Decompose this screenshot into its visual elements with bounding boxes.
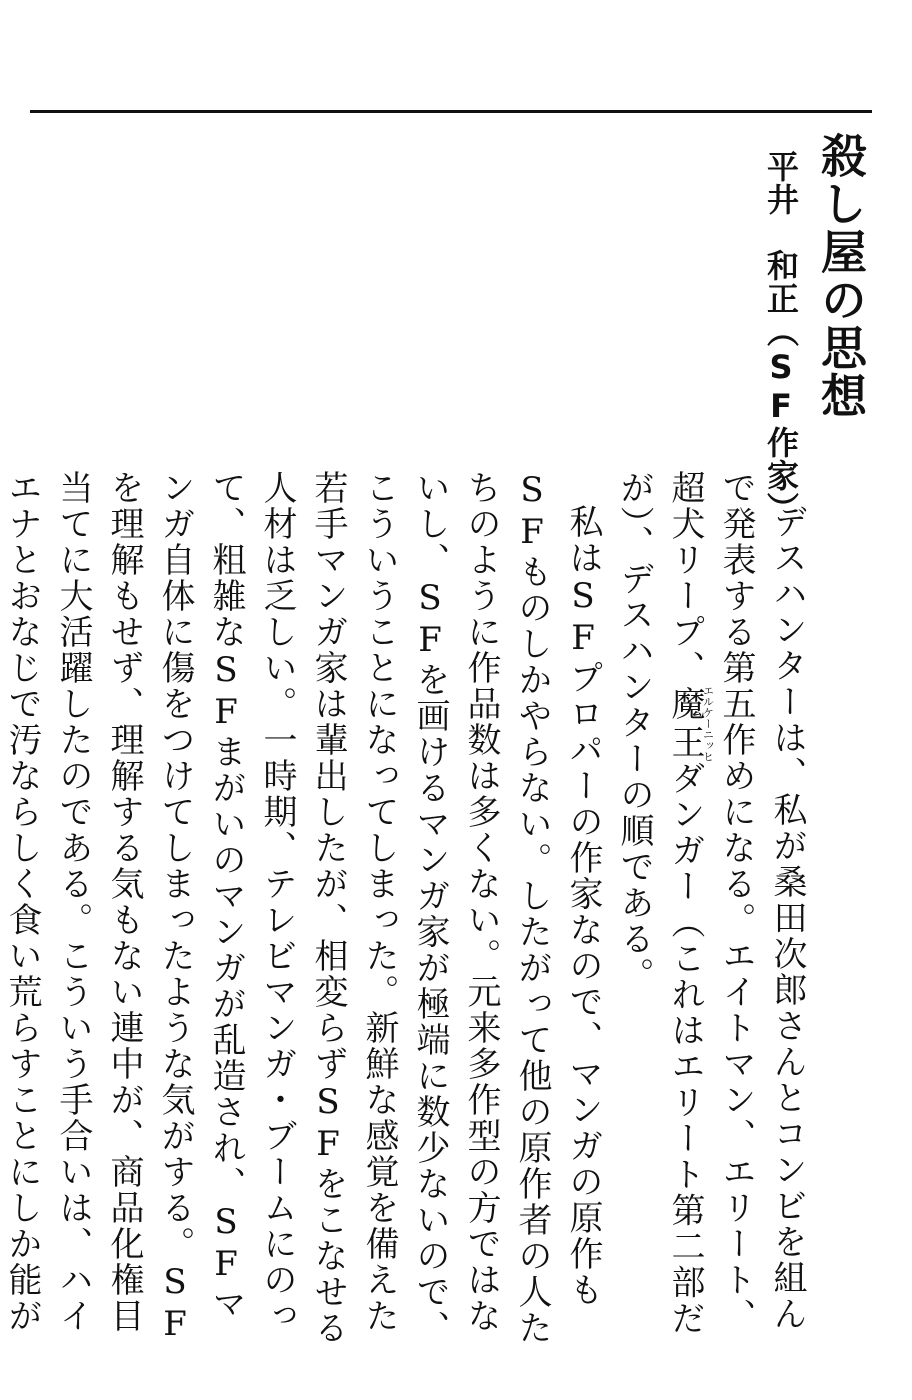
author-role: （SF作家） — [762, 315, 800, 525]
article-title: 殺し屋の思想 — [814, 132, 868, 420]
author-byline — [758, 150, 804, 525]
paragraph-1 — [608, 470, 812, 1350]
paragraph-1-text-b: ダンガー（これはエリート第二部だが）、デスハンターの順である。 — [614, 470, 705, 1337]
maou-ruby — [665, 684, 715, 762]
article-body — [2, 470, 812, 1350]
paragraph-1-text-a: デスハンターは、私が桑田次郎さんとコンビを組んで発表する第五作めになる。エイトマン、エリート、超犬リープ、 — [665, 470, 807, 1334]
ruby-base: 魔王 — [665, 684, 705, 762]
author-name: 平井 和正 — [762, 150, 800, 315]
ruby-reading: エルケーニッヒ — [701, 684, 715, 762]
top-rule — [30, 110, 872, 113]
paragraph-2: 私はSFプロパーの作家なので、マンガの原作もSFものしかやらない。したがって他の原作者の人たちのように作品数は多くない。元来多作型の方ではないし、SFを画けるマンガ家が極端に数少ないので、こういうことになってしまった。新鮮な感覚を備えた若手マンガ家は輩出したが、相変らずSFをこなせる人材は乏しい。一時期、テレビマンガ・ブームにのって、粗雑なSFまがいのマンガが乱造され、SFマンガ自体に傷をつけてしまったような気がする。SFを理解もせず、理解する気もない連中が、商品化権目当てに大活躍したのである。こういう手合いは、ハイエナとおなじで汚ならしく食い荒らすことにしか能が — [2, 470, 603, 1346]
